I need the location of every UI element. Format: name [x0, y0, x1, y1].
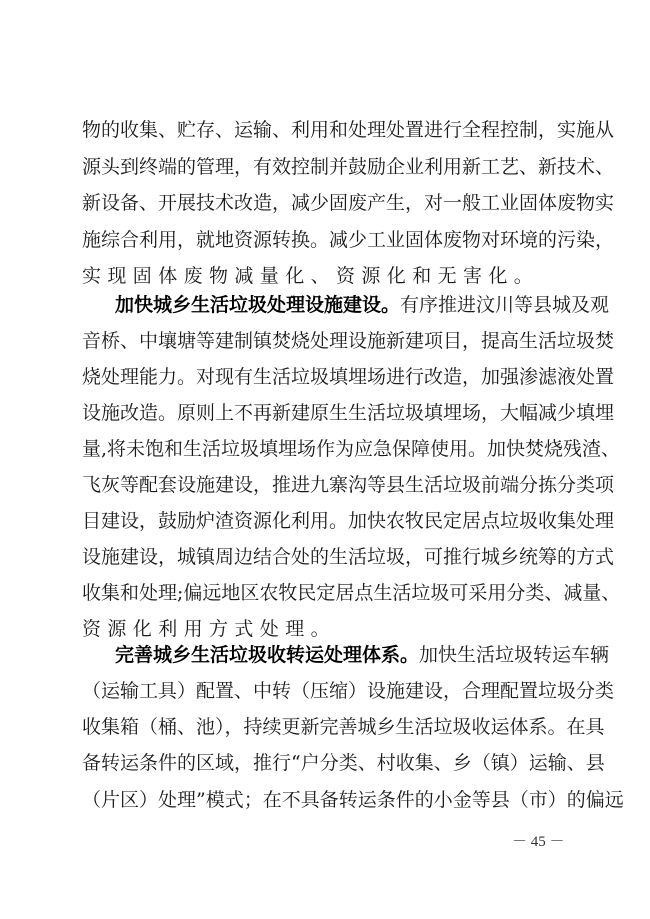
paragraph-first-line	[115, 637, 610, 673]
text-line: 物的收集、贮存、运输、利用和处理处置进行全程控制，实施从	[82, 119, 615, 141]
text-line: 设施改造。原则上不再新建原生生活垃圾填埋场，大幅减少填埋	[82, 402, 615, 424]
text-line: 目建设，鼓励炉渣资源化利用。加快农牧民定居点垃圾收集处理	[82, 510, 615, 532]
paragraph-first-line	[115, 287, 610, 323]
text-line: 飞灰等配套设施建设，推进九寨沟等县生活垃圾前端分拣分类项	[82, 474, 615, 496]
text-line: 音桥、中壤塘等建制镇焚烧处理设施新建项目，提高生活垃圾焚	[82, 330, 615, 352]
text-span: 加快生活垃圾转运车辆	[419, 644, 610, 666]
text-line: 收集和处理;偏远地区农牧民定居点生活垃圾可采用分类、减量、	[82, 582, 621, 604]
text-line: 源头到终端的管理，有效控制并鼓励企业利用新工艺、新技术、	[82, 156, 615, 178]
text-line: 量,将未饱和生活垃圾填埋场作为应急保障使用。加快焚烧残渣、	[82, 438, 621, 460]
paragraph-heading: 加快城乡生活垃圾处理设施建设。	[115, 294, 401, 316]
text-line: 新设备、开展技术改造，减少固废产生，对一般工业固体废物实	[82, 192, 615, 214]
text-line: 资源化利用方式处理。	[82, 618, 337, 640]
paragraph-heading: 完善城乡生活垃圾收转运处理体系。	[115, 644, 420, 666]
text-line: 烧处理能力。对现有生活垃圾填埋场进行改造，加强渗滤液处置	[82, 366, 615, 388]
text-span: 有序推进汶川等县城及观	[400, 294, 610, 316]
text-line: 设施建设，城镇周边结合处的生活垃圾，可推行城乡统筹的方式	[82, 546, 615, 568]
text-line: 收集箱（桶、池），持续更新完善城乡生活垃圾收运体系。在具	[82, 716, 605, 738]
text-line: （运输工具）配置、中转（压缩）设施建设，合理配置垃圾分类	[82, 680, 615, 702]
text-line: 施综合利用，就地资源转换。减少工业固体废物对环境的污染，	[82, 229, 615, 251]
page-number: － 45 －	[512, 834, 565, 850]
text-line: （片区）处理”模式；在不具备转运条件的小金等县（市）的偏远	[82, 789, 624, 811]
text-line: 实现固体废物减量化、资源化和无害化。	[82, 265, 540, 287]
text-line: 备转运条件的区域，推行“户分类、村收集、乡（镇）运输、县	[82, 752, 605, 774]
